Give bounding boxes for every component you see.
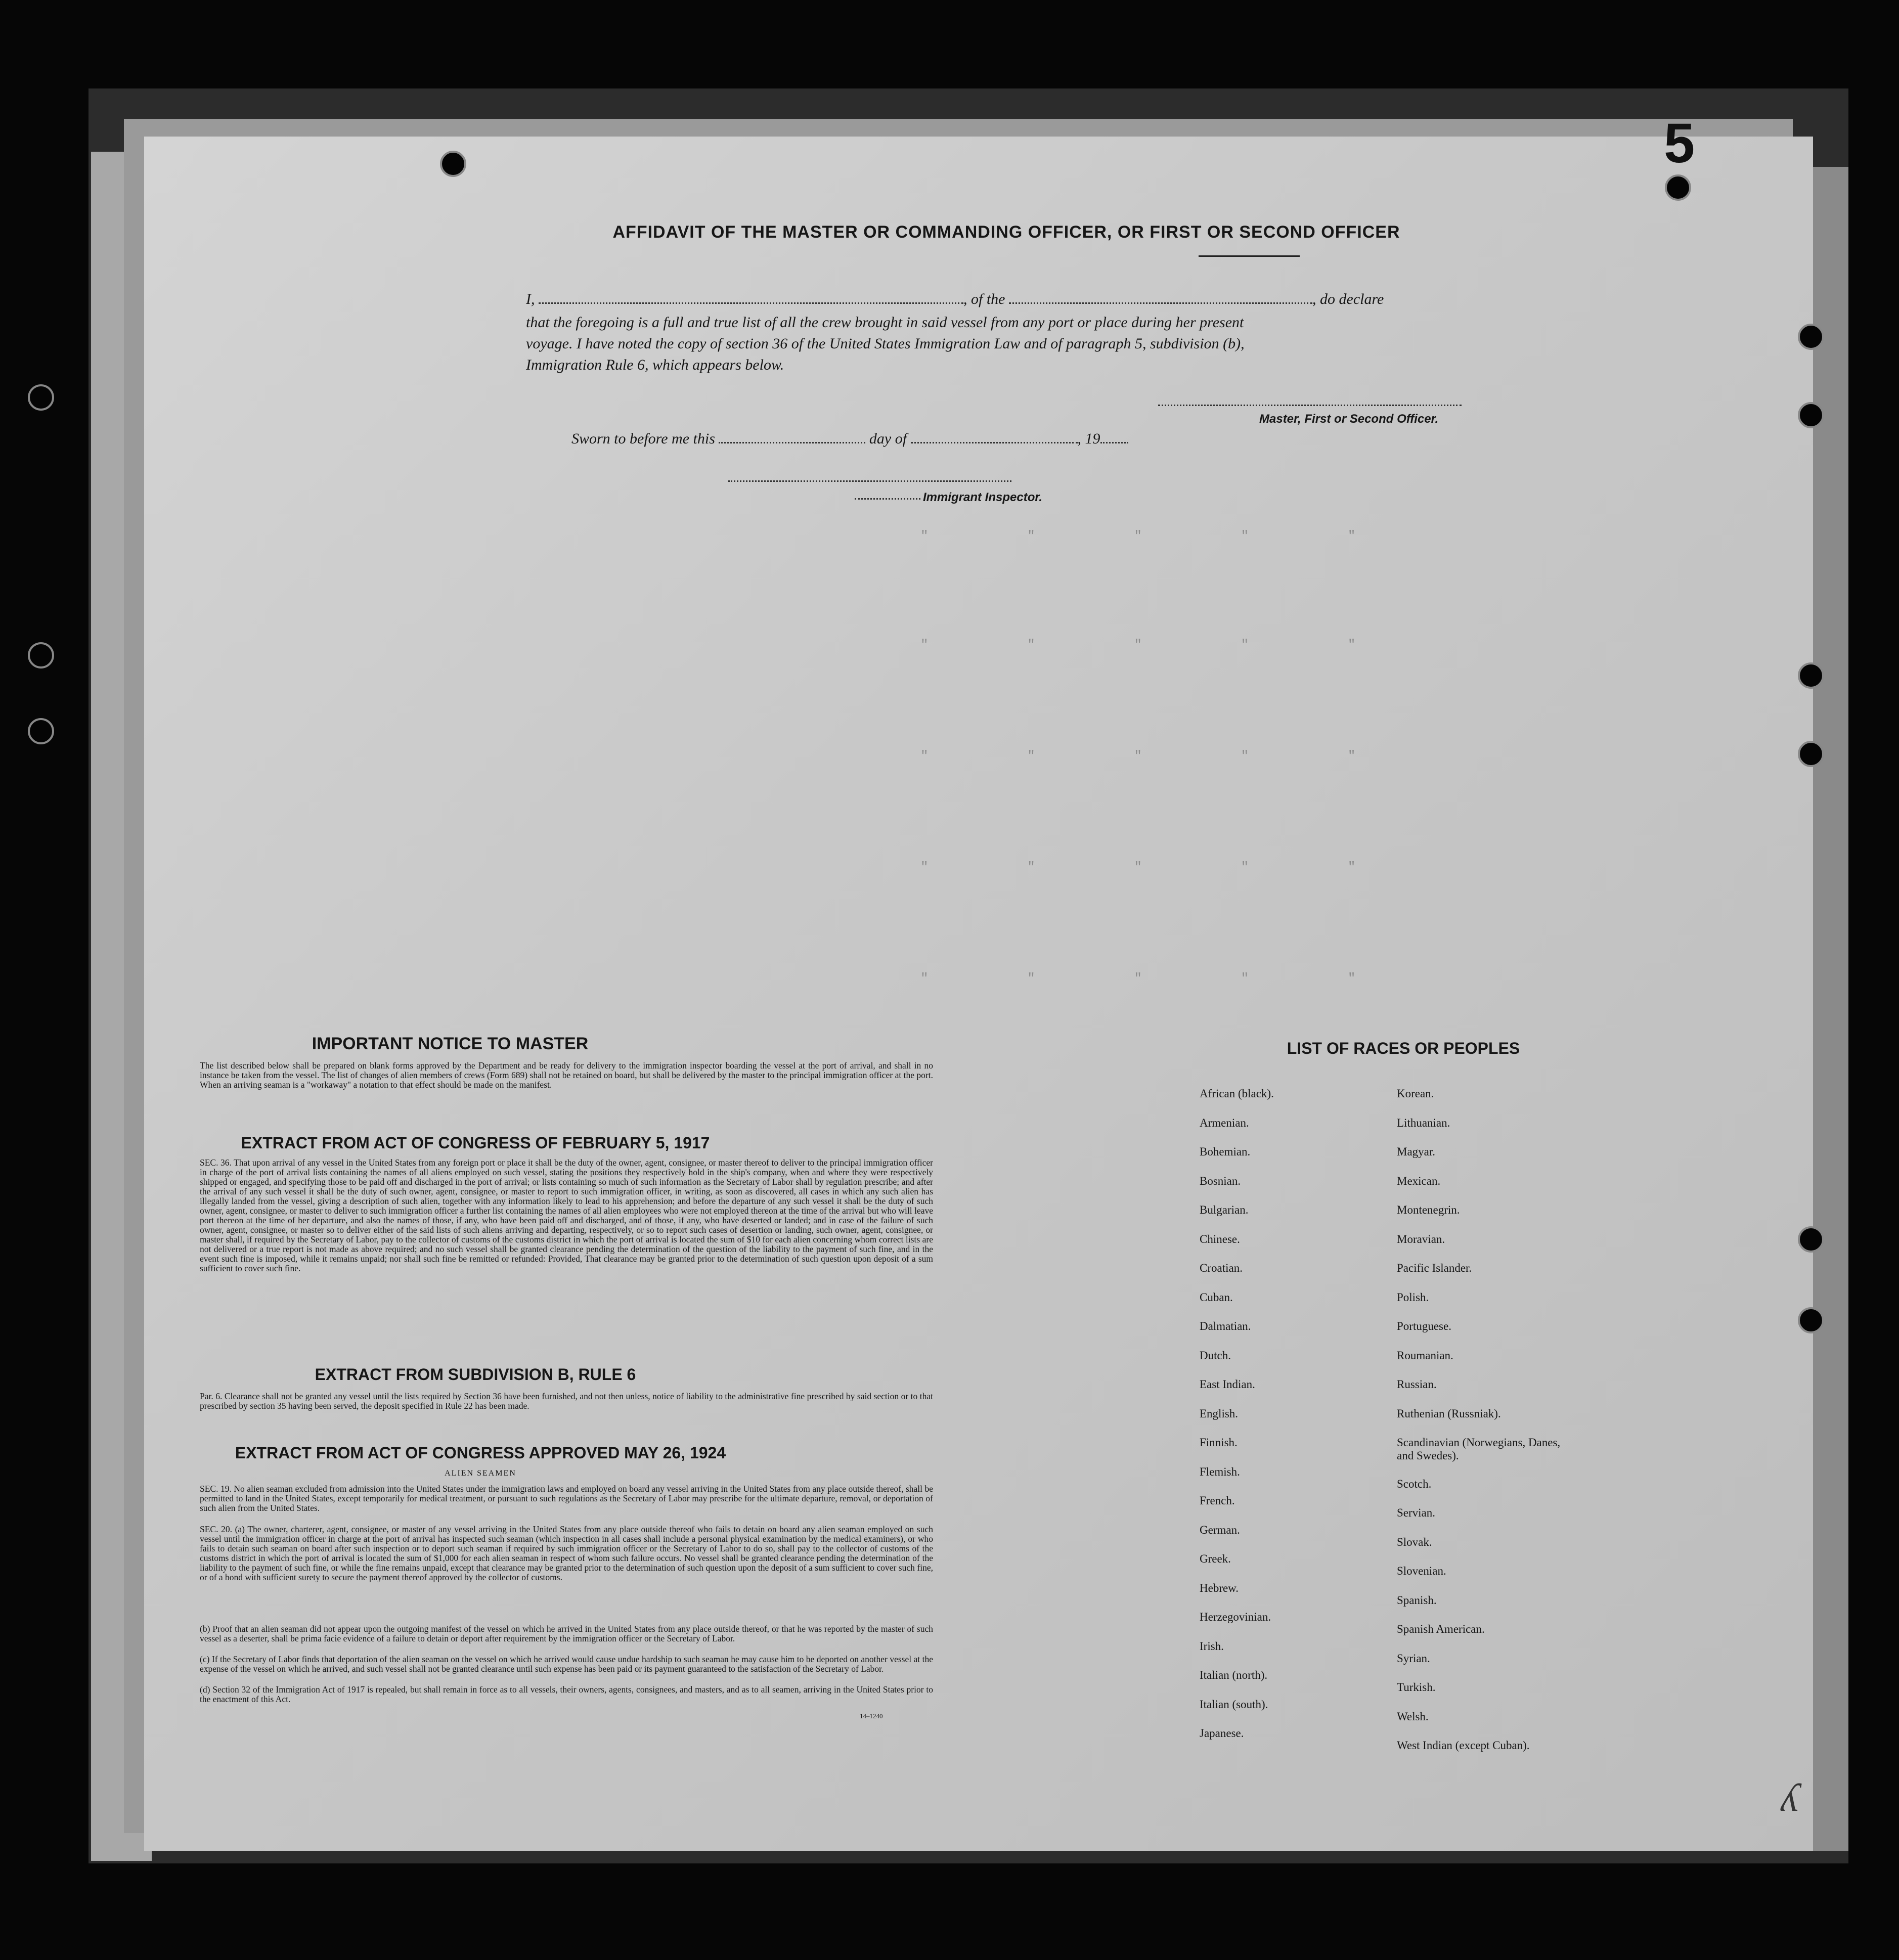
race-item: Polish. [1397, 1290, 1429, 1304]
sworn-text: Sworn to before me this [571, 430, 715, 447]
race-item: Slovenian. [1397, 1565, 1446, 1577]
race-item: Scotch. [1397, 1477, 1432, 1490]
race-item: Portuguese. [1397, 1320, 1451, 1332]
race-item: Magyar. [1397, 1145, 1436, 1158]
race-item: Servian. [1397, 1506, 1436, 1519]
race-item: Flemish. [1200, 1465, 1240, 1478]
act-1917-text: SEC. 36. That upon arrival of any vessel in the United States from any foreign port or place it shall be the duty of the owner, agent, consignee, or master thereof to deliver to the principal immigration officer in charge of the port of arrival lists containing the names of all aliens employed on such vessel, stating the positions they respectively hold in the ship's company, when and where they were respectively shipped or engaged, and specifying those to be paid off and discharged in the port of arrival; or lists containing so much of such information as the Secretary of Labor shall by regulation prescribe; and after the arrival of any such vessel it shall be the duty of such owner, agent, consignee, or master to report to such immigration officer, in writing, as soon as discovered, all cases in which any such alien has illegally landed from the vessel, giving a description of such alien, together with any information likely to lead to his apprehension; and before the departure of any such vessel it shall be the duty of such owner, agent, consignee, or master to deliver to such immigration officer a further list containing the names of all alien employees who were not employed thereon at the time of the arrival but who will leave port thereon at the time of her departure, and also the names of those, if any, who have been paid off and discharged, and of those, if any, who have deserted or landed; and in case of the failure of such owner, agent, consignee, or master so to deliver either of the said lists of such aliens arriving and departing, respectively, or so to report such cases of desertion or landing, such owner, agent, consignee, or master shall, if required by the Secretary of Labor, pay to the collector of customs of the customs district in which the port of arrival is located the sum of $10 for each alien concerning whom correct lists are not delivered or a true report is not made as above required; and no such vessel shall be granted clearance pending the determination of the question of the liability to the payment of such fine, and in the event such fine is imposed, while it remains unpaid; nor shall such fine be remitted or refunded: Provided, That clearance may be granted prior to the determination of such question upon deposit of a sum sufficient to cover such fine. [200, 1157, 933, 1273]
race-item: Turkish. [1397, 1681, 1436, 1694]
race-item: Mexican. [1397, 1174, 1441, 1187]
manifest-page [144, 137, 1813, 1851]
ghost-ditto-marks: " " " " " [920, 528, 1401, 544]
race-item: Pacific Islander. [1397, 1262, 1472, 1274]
race-item: Scandinavian (Norwegians, Danes, and Swedes). [1397, 1436, 1561, 1462]
act-1924-sec20c: (c) If the Secretary of Labor finds that deportation of the alien seaman on the vessel on which he arrived would cause undue hardship to such seaman he may cause him to be deported on another vessel at the expense of the vessel on which he arrived, and such vessel shall not be granted clearance until such expense has been paid or its payment guaranteed to the satisfaction of the Secretary of Labor. [200, 1654, 933, 1674]
race-item: Spanish. [1397, 1593, 1437, 1607]
race-item: French. [1200, 1494, 1235, 1507]
race-item: Korean. [1397, 1087, 1434, 1100]
act-1924-sec20d: (d) Section 32 of the Immigration Act of 1917 is repealed, but shall remain in force as to all vessels, their owners, agents, consignees, and masters, and as to all seamen, arriving in the United States prior to the enactment of this Act. [200, 1684, 933, 1704]
race-item: Italian (north). [1200, 1669, 1268, 1681]
races-title: LIST OF RACES OR PEOPLES [1287, 1039, 1520, 1057]
race-item: Irish. [1200, 1639, 1224, 1653]
punch-hole [28, 718, 54, 744]
ghost-ditto-marks: " " " " " [920, 748, 1401, 764]
affidavit-line-4: Immigration Rule 6, which appears below. [526, 357, 784, 373]
sworn-day-of: day of [869, 430, 907, 447]
punch-hole [1798, 741, 1824, 767]
affidavit-line-1 [526, 289, 1487, 309]
race-item: Bohemian. [1200, 1145, 1251, 1158]
punch-hole [1798, 1226, 1824, 1253]
race-item: Welsh. [1397, 1710, 1429, 1723]
affidavit-title: AFFIDAVIT OF THE MASTER OR COMMANDING OFFICER, OR FIRST OR SECOND OFFICER [612, 222, 1400, 242]
race-item: Croatian. [1200, 1262, 1243, 1274]
master-name-blank[interactable] [539, 291, 963, 304]
page-number: 5 [1664, 112, 1695, 174]
punch-hole [440, 151, 466, 177]
race-item: African (black). [1200, 1087, 1274, 1100]
inspector-dots [855, 498, 920, 500]
race-item: Finnish. [1200, 1436, 1238, 1449]
act-1917-title: EXTRACT FROM ACT OF CONGRESS OF FEBRUARY 5, 1917 [241, 1134, 710, 1152]
rule-6-title: EXTRACT FROM SUBDIVISION B, RULE 6 [315, 1365, 636, 1384]
affidavit-line-3: voyage. I have noted the copy of section 36 of the United States Immigration Law and of paragraph 5, subdivision (b), [526, 335, 1245, 352]
act-1924-sec20a: SEC. 20. (a) The owner, charterer, agent, consignee, or master of any vessel arriving in the United States from any place outside thereof who fails to detain on board any alien seaman employed on such vessel until the immigration officer in charge at the port of arrival has inspected such seaman (which inspection in all cases shall include a personal physical examination by the medical examiners), or who fails to detain such seaman on board after such inspection or to deport such seaman if required by such immigration officer or the Secretary of Labor to do so, shall pay to the collector of customs of the customs district in which the port of arrival is located the sum of $1,000 for each alien seaman in respect of whom such failure occurs. No vessel shall be granted clearance pending the determination of the liability to the payment of such fine, or while the fine remains unpaid, except that clearance may be granted prior to the determination of such question upon the deposit of a sum sufficient to cover such fine, or of a bond with sufficient surety to secure the payment thereof approved by the collector of customs. [200, 1524, 933, 1582]
sworn-day-blank[interactable] [719, 431, 865, 443]
race-item: Greek. [1200, 1552, 1231, 1565]
race-item: Italian (south). [1200, 1698, 1268, 1711]
sworn-line [571, 429, 1532, 449]
notice-text: The list described below shall be prepared on blank forms approved by the Department and be ready for delivery to the immigration inspector boarding the vessel at the port of arrival, and shall in no instance be taken from the vessel. The list of changes of alien members of crews (Form 689) shall not be retained on board, but shall be delivered by the master to the principal immigration officer at the port. When an arriving seaman is a "workaway" a notation to that effect should be made on the manifest. [200, 1060, 933, 1090]
act-1924-sec19: SEC. 19. No alien seaman excluded from admission into the United States under the immigration laws and employed on board any vessel arriving in the United States from any place outside thereof, shall be permitted to land in the United States, except temporarily for medical treatment, or pursuant to such regulations as the Secretary of Labor may prescribe for the ultimate departure, removal, or deportation of such alien from the United States. [200, 1484, 933, 1513]
race-item: Bulgarian. [1200, 1204, 1249, 1216]
race-item: Armenian. [1200, 1116, 1249, 1129]
affidavit-of-the: , of the [963, 291, 1005, 307]
ghost-ditto-marks: " " " " " [920, 860, 1401, 875]
punch-hole [1665, 174, 1691, 201]
race-item: Dutch. [1200, 1349, 1231, 1362]
master-signature-label: Master, First or Second Officer. [1259, 412, 1439, 426]
act-1924-subtitle: ALIEN SEAMEN [445, 1469, 516, 1478]
sworn-year: , 19 [1077, 430, 1100, 447]
race-item: German. [1200, 1523, 1240, 1536]
race-item: Lithuanian. [1397, 1116, 1450, 1129]
form-code: 14–1240 [860, 1712, 883, 1720]
punch-hole [1798, 402, 1824, 428]
race-item: Syrian. [1397, 1652, 1430, 1665]
ghost-ditto-marks: " " " " " [920, 637, 1401, 652]
handwritten-mark: ʎ [1780, 1775, 1798, 1820]
sworn-year-blank[interactable] [1100, 431, 1128, 443]
notice-title: IMPORTANT NOTICE TO MASTER [312, 1034, 589, 1053]
punch-hole [1798, 1307, 1824, 1333]
race-item: Slovak. [1397, 1535, 1432, 1548]
race-item: Cuban. [1200, 1290, 1233, 1304]
act-1924-title: EXTRACT FROM ACT OF CONGRESS APPROVED MAY 26, 1924 [235, 1444, 726, 1462]
race-item: Spanish American. [1397, 1623, 1485, 1635]
title-rule [1199, 255, 1300, 257]
sworn-month-blank[interactable] [911, 431, 1078, 443]
inspector-label: Immigrant Inspector. [923, 491, 1043, 504]
underlying-page-edge [91, 152, 152, 1861]
race-item: Ruthenian (Russniak). [1397, 1407, 1501, 1420]
race-item: English. [1200, 1407, 1239, 1420]
race-item: Bosnian. [1200, 1174, 1241, 1187]
race-item: Roumanian. [1397, 1349, 1453, 1362]
vessel-name-blank[interactable] [1009, 291, 1312, 304]
inspector-signature-line[interactable] [728, 480, 1011, 482]
punch-hole [1798, 662, 1824, 689]
race-item: Russian. [1397, 1378, 1437, 1391]
race-item: West Indian (except Cuban). [1397, 1739, 1530, 1752]
race-item: Moravian. [1397, 1232, 1445, 1245]
master-signature-line[interactable] [1158, 405, 1462, 406]
race-item: Japanese. [1200, 1727, 1244, 1740]
race-item: Chinese. [1200, 1232, 1240, 1245]
punch-hole [1798, 324, 1824, 350]
affidavit-declare: , do declare [1312, 291, 1384, 307]
race-item: Hebrew. [1200, 1581, 1239, 1594]
punch-hole [28, 642, 54, 669]
race-item: East Indian. [1200, 1378, 1255, 1391]
affidavit-i: I, [526, 291, 535, 307]
punch-hole [28, 384, 54, 411]
affidavit-line-2: that the foregoing is a full and true list of all the crew brought in said vessel from any port or place during her present [526, 314, 1244, 331]
race-item: Herzegovinian. [1200, 1611, 1271, 1623]
rule-6-text: Par. 6. Clearance shall not be granted any vessel until the lists required by Section 36 have been furnished, and not then unless, notice of liability to the administrative fine prescribed by said section or to that prescribed by section 35 having been served, the deposit specified in Rule 22 has been made. [200, 1391, 933, 1411]
race-item: Dalmatian. [1200, 1320, 1251, 1332]
race-item: Montenegrin. [1397, 1204, 1460, 1216]
ghost-ditto-marks: " " " " " [920, 971, 1401, 986]
act-1924-sec20b: (b) Proof that an alien seaman did not appear upon the outgoing manifest of the vessel on which he arrived in the United States from any place outside thereof, or that he was reported by the master of such vessel as a deserter, shall be prima facie evidence of a failure to detain or deport after requirement by the immigration officer or the Secretary of Labor. [200, 1624, 933, 1643]
